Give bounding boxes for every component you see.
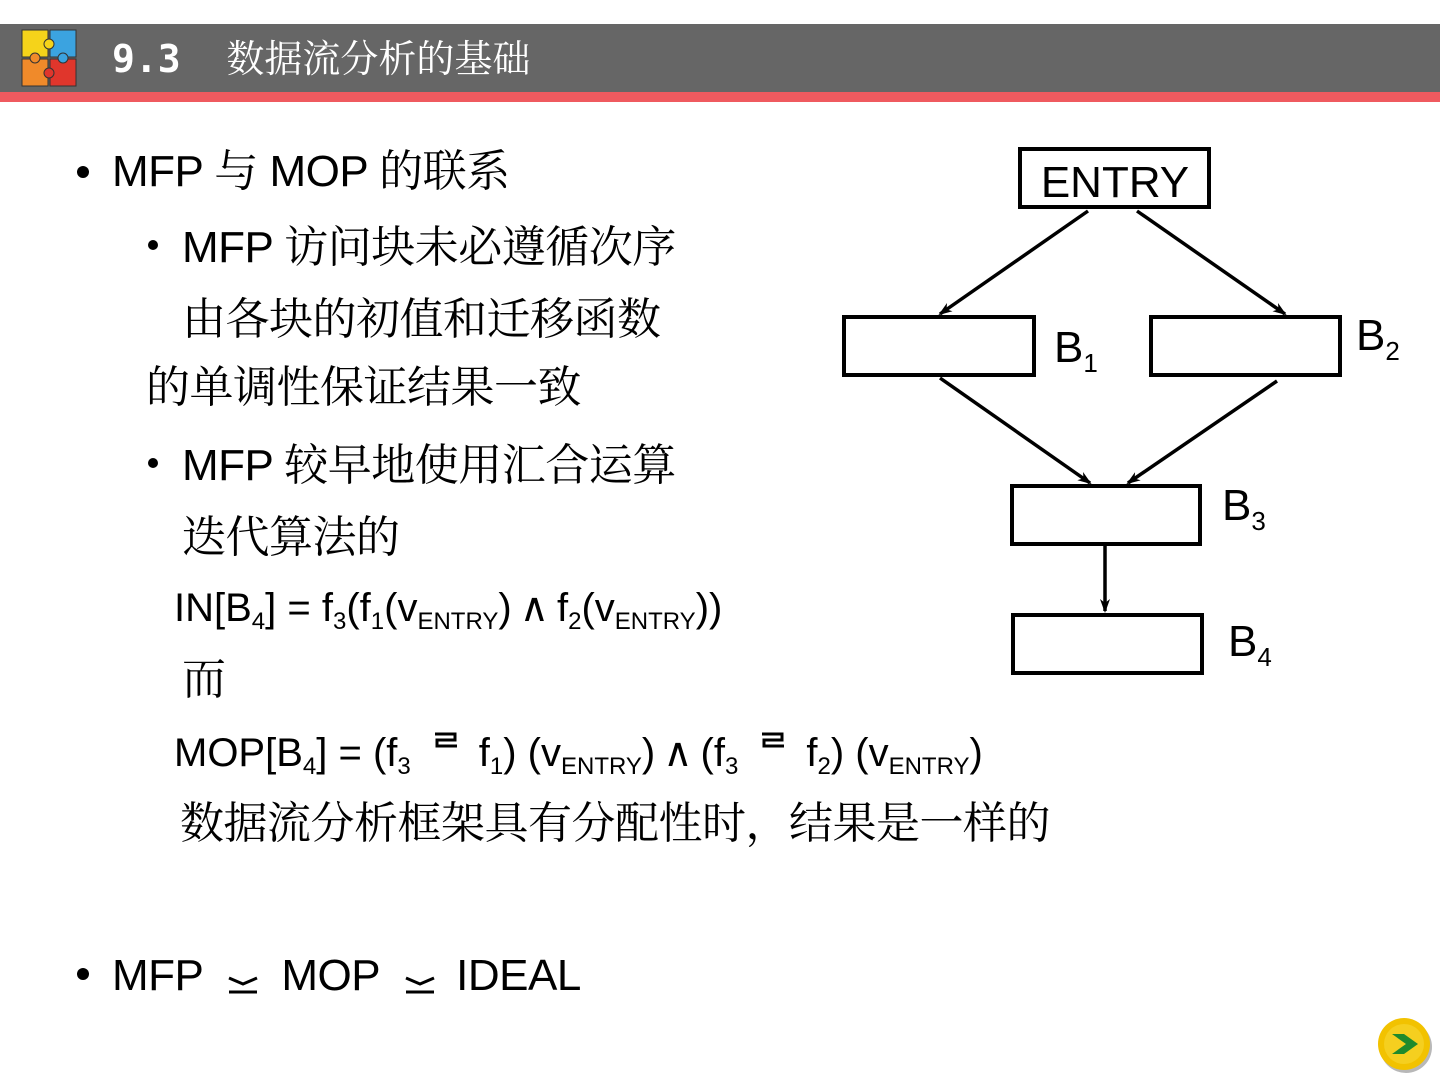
text-er: 而 <box>182 655 226 704</box>
edge-entry-b1 <box>940 211 1088 314</box>
bullet-mfp-mop-relation: MFP 与 MOP 的联系 <box>112 147 510 196</box>
sub-bullet-meet-line2: 迭代算法的 <box>182 513 400 562</box>
sub-bullet-order-line1: MFP 访问块未必遵循次序 <box>182 223 676 272</box>
block-b3-label: $B_3$ <box>1222 481 1266 536</box>
puzzle-logo-icon <box>20 28 78 88</box>
mfp-label: MFP <box>112 951 204 1000</box>
section-title: 数据流分析的基础 <box>226 37 531 81</box>
sub-bullet-order-line2: 由各块的初值和迁移函数 <box>182 295 661 344</box>
block-b4 <box>1013 615 1202 673</box>
bullet-dot <box>77 166 89 178</box>
block-b2 <box>1151 317 1340 375</box>
bullet-dot <box>148 458 158 468</box>
flow-graph-diagram <box>820 130 1420 710</box>
edge-b2-b3 <box>1128 381 1277 483</box>
less-or-equal-icon <box>402 970 438 1000</box>
edge-entry-b2 <box>1137 211 1285 314</box>
less-or-equal-icon <box>225 970 261 1000</box>
bullet-dot <box>77 968 89 980</box>
block-b4-label: $B_4$ <box>1228 617 1272 672</box>
compose-operator-icon <box>429 726 465 766</box>
header-accent-line <box>0 92 1440 102</box>
meet-operator: ∧ <box>519 586 549 630</box>
edge-b1-b3 <box>940 378 1090 483</box>
conclusion-text: 数据流分析框架具有分配性时，结果是一样的 <box>180 799 1050 848</box>
bullet-dot <box>148 240 158 250</box>
formula-mop-b4: $MOP[B_4] = (f_3$ $f_1$) $(v_{ENTRY})$ ∧ ($f_3$ $f_2$) $(v_{ENTRY})$ <box>174 726 983 777</box>
meet-operator: ∧ <box>663 731 693 775</box>
bullet-mfp-mop-ideal <box>112 950 581 1002</box>
page-title <box>112 33 530 85</box>
block-b1 <box>844 317 1034 375</box>
formula-in-b4: $IN[B_4] = f_3(f_1(v_{ENTRY})$ ∧ $f_2(v_{ENTRY})$) <box>174 586 723 635</box>
sub-bullet-order-line3: 的单调性保证结果一致 <box>146 363 581 412</box>
mop-label: MOP <box>281 951 381 1000</box>
entry-label: ENTRY <box>1040 158 1190 207</box>
section-number: 9.3 <box>112 37 181 81</box>
compose-operator-icon <box>756 726 792 766</box>
block-b1-label: $B_1$ <box>1054 323 1098 378</box>
sub-bullet-meet-line1: MFP 较早地使用汇合运算 <box>182 441 676 490</box>
next-slide-button[interactable] <box>1376 1016 1434 1074</box>
ideal-label: IDEAL <box>456 951 581 1000</box>
block-b3 <box>1012 486 1200 544</box>
block-b2-label: $B_2$ <box>1356 311 1400 366</box>
